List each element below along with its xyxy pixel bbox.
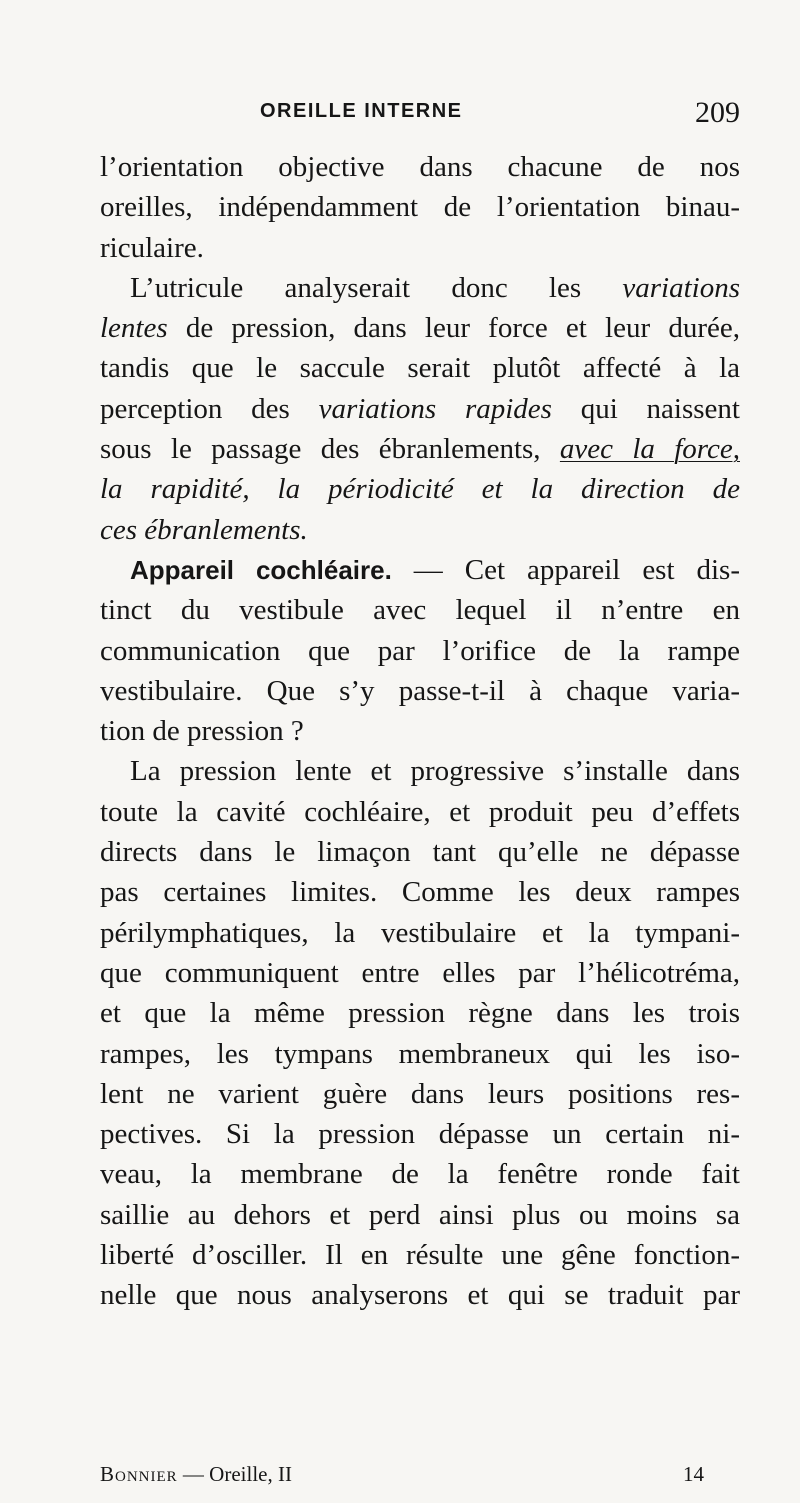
text-line: pectives. Si la pression dépasse un certain ni- [100, 1118, 740, 1151]
page-footer [100, 1462, 704, 1492]
footer-title: Oreille, II [209, 1462, 292, 1486]
text-line: tandis que le saccule serait plutôt affecté à la [100, 352, 740, 385]
text-line: que communiquent entre elles par l’hélicotréma, [100, 956, 740, 989]
italic-term: lentes [100, 312, 168, 345]
footer-citation [100, 1462, 292, 1487]
text-segment: — Cet appareil est dis- [391, 553, 740, 586]
text-segment: perception des [100, 392, 319, 425]
italic-term: variations [622, 271, 740, 304]
running-title: OREILLE INTERNE [260, 100, 463, 122]
page-number: 209 [695, 96, 740, 129]
footer-author: Bonnier [100, 1462, 178, 1486]
footer-separator: — [182, 1462, 204, 1486]
text-line: lent ne varient guère dans leurs positions res- [100, 1077, 740, 1110]
text-line: périlymphatiques, la vestibulaire et la tympani- [100, 916, 740, 949]
text-line: et que la même pression règne dans les trois [100, 997, 740, 1030]
section-title: Appareil cochléaire. [130, 554, 392, 585]
body-text [100, 147, 740, 1316]
text-segment: L’utricule analyserait donc les [130, 271, 623, 304]
text-line: liberté d’osciller. Il en résulte une gêne fonction- [100, 1239, 740, 1272]
text-line: nelle que nous analyserons et qui se traduit par [100, 1279, 740, 1312]
signature-mark: 14 [683, 1462, 704, 1486]
text-line: tion de pression ? [100, 715, 304, 748]
text-line: rampes, les tympans membraneux qui les iso- [100, 1037, 740, 1070]
text-line: La pression lente et progressive s’installe dans [130, 755, 740, 788]
italic-term: variations rapides [318, 392, 552, 425]
text-line: pas certaines limites. Comme les deux rampes [100, 876, 740, 909]
text-line [100, 389, 740, 429]
text-line [100, 268, 740, 308]
text-line: directs dans le limaçon tant qu’elle ne dépasse [100, 836, 740, 869]
text-line: tinct du vestibule avec lequel il n’entre en [100, 594, 740, 627]
text-line: veau, la membrane de la fenêtre ronde fait [100, 1158, 740, 1191]
running-head [250, 96, 740, 136]
text-line: riculaire. [100, 231, 204, 264]
text-line [100, 550, 740, 590]
italic-term: avec la force, [559, 433, 740, 466]
text-line [100, 429, 740, 469]
text-line: ces ébranlements. [100, 513, 308, 546]
text-segment: sous le passage des ébranlements, [100, 433, 560, 466]
text-line: communication que par l’orifice de la rampe [100, 634, 740, 667]
text-segment: qui naissent [551, 392, 740, 425]
text-line: toute la cavité cochléaire, et produit peu d’effets [100, 795, 740, 828]
text-line: saillie au dehors et perd ainsi plus ou moins sa [100, 1198, 740, 1231]
text-line: l’orientation objective dans chacune de nos [100, 151, 740, 183]
text-line: oreilles, indépendamment de l’orientation binau- [100, 191, 740, 224]
text-segment: de pression, dans leur force et leur durée, [167, 312, 740, 345]
text-line: la rapidité, la périodicité et la direction de [100, 473, 740, 506]
text-line: vestibulaire. Que s’y passe-t-il à chaque varia- [100, 674, 740, 707]
text-line [100, 308, 740, 348]
